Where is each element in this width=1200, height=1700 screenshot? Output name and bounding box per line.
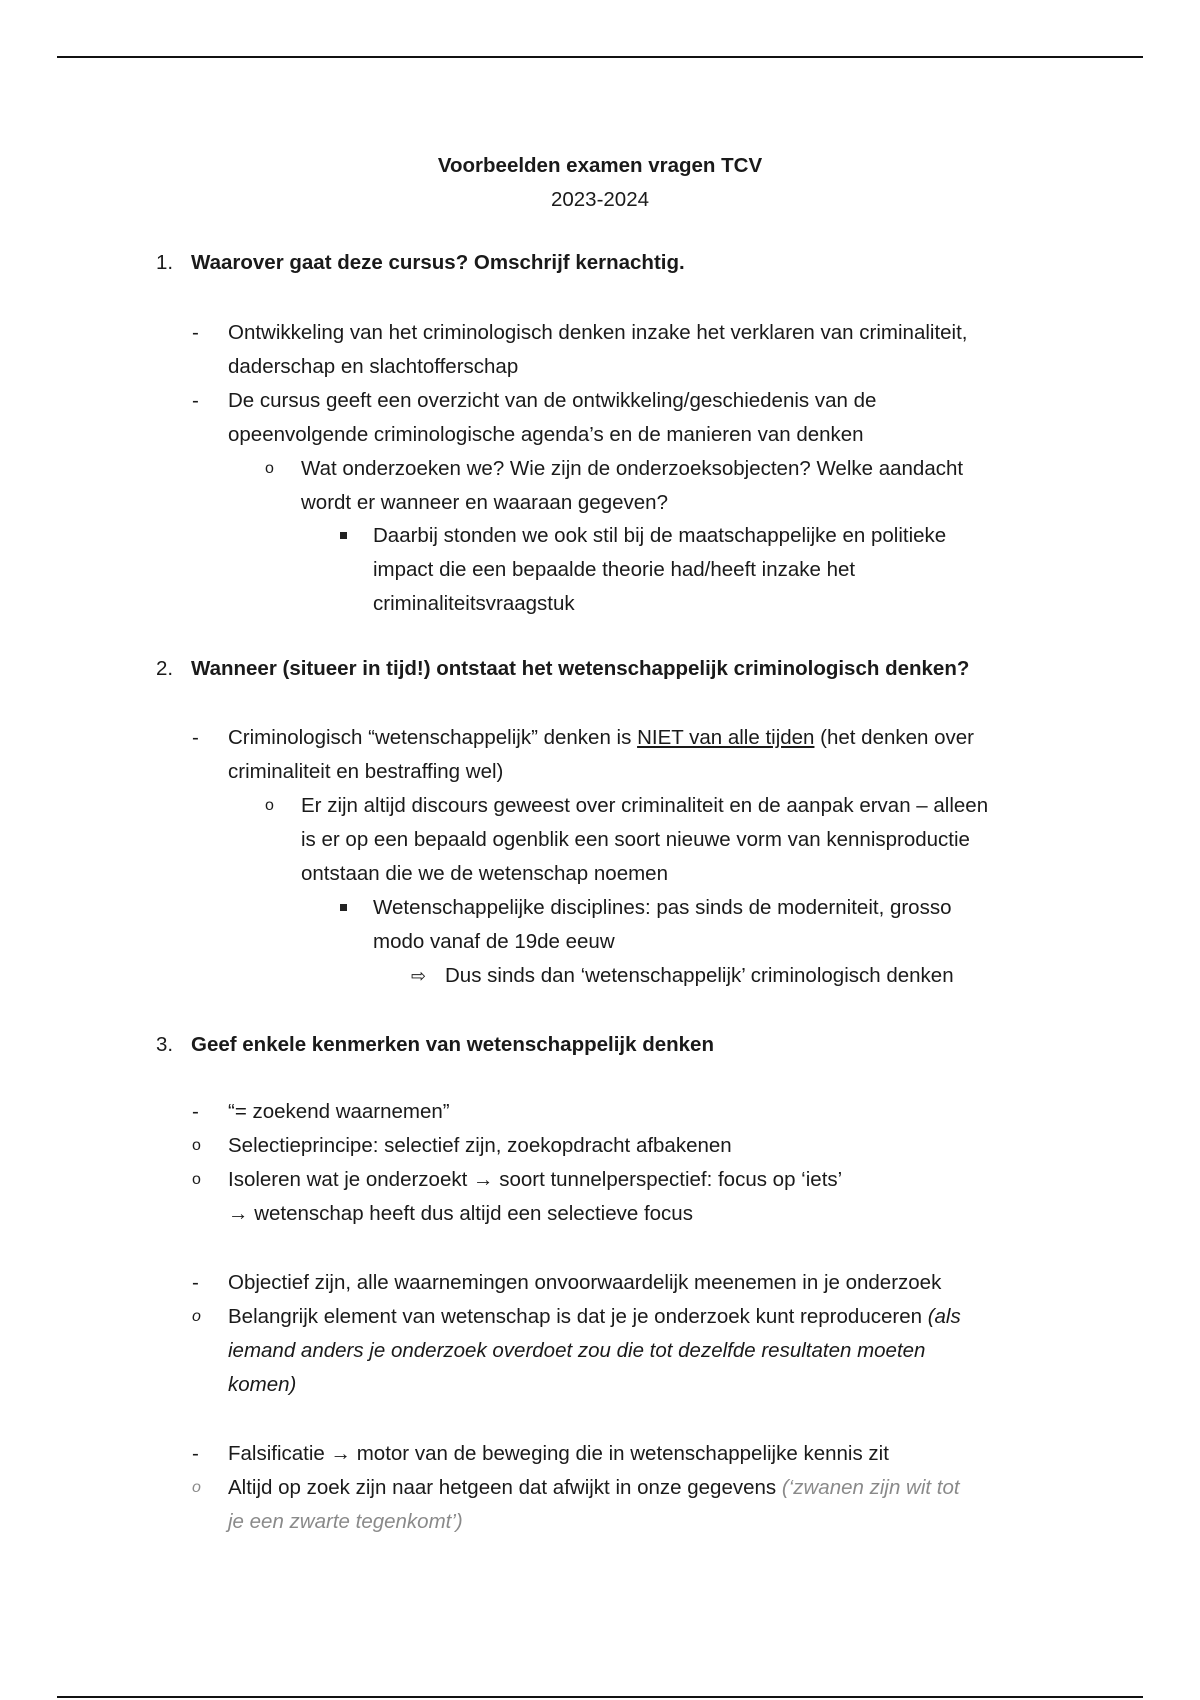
q3-g1c2-text-a: Isoleren wat je onderzoekt	[228, 1168, 473, 1191]
dash-marker: -	[192, 726, 199, 749]
q3-g3c1-text-a: Altijd op zoek zijn naar hetgeen dat afwijkt in onze gegevens	[228, 1476, 782, 1499]
q1-bullet2-line2: opeenvolgende criminologische agenda’s en de manieren van denken	[228, 423, 864, 446]
arrow-icon: →	[473, 1168, 494, 1191]
dash-marker: -	[192, 1100, 199, 1123]
circle-marker: o	[192, 1137, 201, 1154]
q3-group3-circle1-line1	[228, 1471, 960, 1505]
q3-number: 3.	[156, 1033, 174, 1056]
q3-g2c1-text-a: Belangrijk element van wetenschap is dat je je onderzoek kunt reproduceren	[228, 1305, 928, 1328]
dash-marker: -	[192, 321, 199, 344]
q3-group1-circle2	[228, 1163, 842, 1197]
q3-group2-dash: Objectief zijn, alle waarnemingen onvoorwaardelijk meenemen in je onderzoek	[228, 1271, 942, 1294]
top-rule	[57, 56, 1143, 58]
dash-marker: -	[192, 389, 199, 412]
bottom-rule	[57, 1696, 1143, 1698]
q1-sub1-line1: Wat onderzoeken we? Wie zijn de onderzoeksobjecten? Welke aandacht	[301, 457, 964, 480]
dash-marker: -	[192, 1442, 199, 1465]
q3-g2c1-text-b: (als	[927, 1305, 961, 1328]
q3-g3-text-a: Falsificatie	[228, 1442, 331, 1465]
q3-g3-text-b: motor van de beweging die in wetenschappelijke kennis zit	[351, 1442, 889, 1465]
q2-subsub1-line1: Wetenschappelijke disciplines: pas sinds de moderniteit, grosso	[373, 896, 952, 919]
arrow-icon: →	[228, 1202, 249, 1225]
q2-number: 2.	[156, 657, 174, 680]
circle-marker: o	[265, 797, 274, 814]
q1-bullet1-line2: daderschap en slachtofferschap	[228, 355, 519, 378]
dash-marker: -	[192, 1271, 199, 1294]
q1-bullet2-line1: De cursus geeft een overzicht van de ontwikkeling/geschiedenis van de	[228, 389, 877, 412]
q3-g1c2-text-b: soort tunnelperspectief: focus op ‘iets’	[493, 1168, 843, 1191]
q1-sub1-line2: wordt er wanneer en waaraan gegeven?	[301, 491, 668, 514]
q2-underlined-phrase: NIET van alle tijden	[637, 726, 815, 749]
q1-question: Waarover gaat deze cursus? Omschrijf kernachtig.	[191, 251, 685, 274]
circle-marker: o	[192, 1171, 201, 1188]
q3-group3-dash	[228, 1437, 889, 1471]
square-bullet	[340, 891, 347, 925]
q1-number: 1.	[156, 251, 174, 274]
q3-group1-dash: “= zoekend waarnemen”	[228, 1100, 450, 1123]
q1-subsub1-line3: criminaliteitsvraagstuk	[373, 592, 575, 615]
q2-sub1-line2: is er op een bepaald ogenblik een soort nieuwe vorm van kennisproductie	[301, 828, 970, 851]
q3-g3c1-text-b: (‘zwanen zijn wit tot	[781, 1476, 960, 1499]
arrow-icon: →	[330, 1442, 352, 1465]
square-bullet	[340, 519, 347, 553]
q3-group1-circle2-cont	[228, 1197, 693, 1231]
q3-question: Geef enkele kenmerken van wetenschappelijk denken	[191, 1033, 714, 1056]
q3-g1c2-cont-text: wetenschap heeft dus altijd een selectieve focus	[248, 1202, 693, 1225]
q3-group3-circle1-line2: je een zwarte tegenkomt’)	[228, 1510, 463, 1533]
arrow-hollow-marker: ⇨	[411, 966, 427, 986]
q3-group2-circle1-line1	[228, 1300, 961, 1334]
q2-sub1-line1: Er zijn altijd discours geweest over criminaliteit en de aanpak ervan – alleen	[301, 794, 989, 817]
q3-group2-circle1-line3: komen)	[228, 1373, 297, 1396]
q2-arrow-item: Dus sinds dan ‘wetenschappelijk’ criminologisch denken	[445, 964, 954, 987]
circle-marker: o	[265, 460, 274, 477]
q2-bullet1-line1	[228, 721, 974, 755]
circle-marker: o	[192, 1308, 201, 1325]
q2-sub1-line3: ontstaan die we de wetenschap noemen	[301, 862, 668, 885]
q1-bullet1-line1: Ontwikkeling van het criminologisch denken inzake het verklaren van criminaliteit,	[228, 321, 968, 344]
q1-subsub1-line2: impact die een bepaalde theorie had/heeft inzake het	[373, 558, 856, 581]
q2-question: Wanneer (situeer in tijd!) ontstaat het wetenschappelijk criminologisch denken?	[191, 657, 970, 680]
circle-marker: o	[192, 1479, 201, 1496]
q2-bullet1-text-a: Criminologisch “wetenschappelijk” denken is	[228, 726, 638, 749]
page-title: Voorbeelden examen vragen TCV	[437, 154, 763, 177]
q3-group2-circle1-line2: iemand anders je onderzoek overdoet zou die tot dezelfde resultaten moeten	[228, 1339, 926, 1362]
q1-subsub1-line1: Daarbij stonden we ook stil bij de maatschappelijke en politieke	[373, 524, 947, 547]
q3-group1-circle1: Selectieprincipe: selectief zijn, zoekopdracht afbakenen	[228, 1134, 732, 1157]
page-subtitle-year: 2023-2024	[550, 188, 650, 211]
q2-bullet1-line2: criminaliteit en bestraffing wel)	[228, 760, 504, 783]
q2-bullet1-text-b: (het denken over	[814, 726, 974, 749]
q2-subsub1-line2: modo vanaf de 19de eeuw	[373, 930, 615, 953]
